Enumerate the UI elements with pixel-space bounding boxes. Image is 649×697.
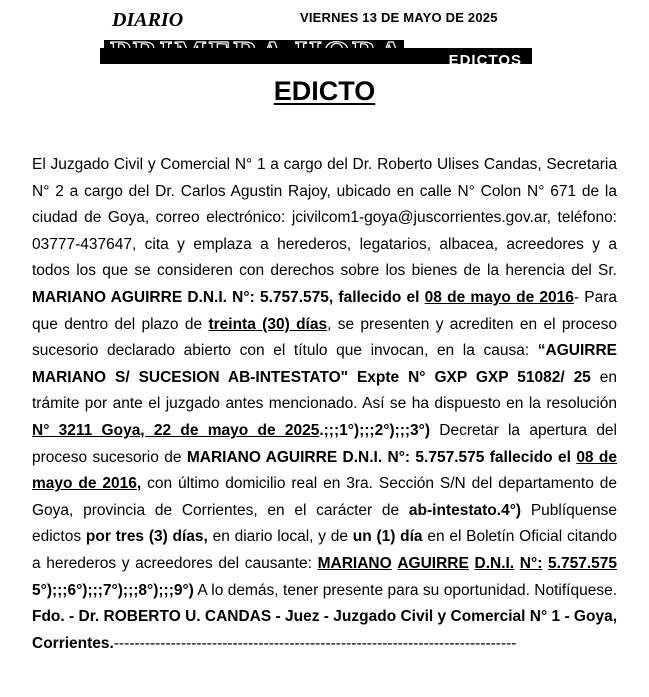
resolution-ref: N° 3211 Goya, 22 de mayo de 2025 xyxy=(32,421,320,439)
clause-marks: 5°);;;6°);;;7°);;;8°);;;9°) xyxy=(32,581,194,599)
dash-filler: ------------------------------------------------------------------------------ xyxy=(113,634,517,652)
issue-date: VIERNES 13 DE MAYO DE 2025 xyxy=(300,10,498,25)
document-title xyxy=(0,76,649,107)
text-run: en diario local, y de xyxy=(212,528,348,546)
edict-body xyxy=(32,152,617,657)
dni-number: 5.757.575 xyxy=(548,554,617,572)
text-run: , se presenten y acrediten en el proceso sucesorio declarado abierto con el título que invocan, en la causa: xyxy=(32,315,617,360)
deadline: treinta (30) días xyxy=(208,315,328,333)
text-run: Publíquense edictos xyxy=(32,501,617,546)
deceased-name: MARIANO AGUIRRE D.N.I. N°: 5.757.575 fallecido el xyxy=(186,448,571,466)
deceased-last-name: AGUIRRE xyxy=(397,554,469,572)
signature-line: Fdo. - Dr. ROBERTO U. CANDAS - Juez - Juzgado Civil y Comercial N° 1 - Goya, Corrientes. xyxy=(32,608,617,652)
newspaper-masthead xyxy=(100,10,532,64)
ab-intestato: ab-intestato xyxy=(408,501,497,519)
section-label: EDICTOS xyxy=(448,52,522,64)
death-date: 08 de mayo de 2016 xyxy=(32,448,618,493)
text-run: A lo demás, tener presente para su oportunidad. Notifíquese. xyxy=(197,581,618,599)
publication-days: por tres (3) días, xyxy=(85,528,208,546)
deceased-name: MARIANO AGUIRRE D.N.I. N°: 5.757.575, fallecido el xyxy=(32,288,420,306)
comma: , xyxy=(136,475,142,493)
title-text: EDICTO xyxy=(273,76,376,106)
text-run: en el Boletín Oficial citando a herederos y acreedores del causante: xyxy=(32,528,617,572)
death-date: 08 de mayo de 2016 xyxy=(424,288,574,306)
text-run: Decretar la apertura del proceso sucesorio de xyxy=(32,421,617,466)
deceased-first-name: MARIANO xyxy=(317,554,392,572)
text-run: en trámite por ante el juzgado antes mencionado. Así se ha dispuesto en la resolución xyxy=(32,368,617,413)
clause-marks: .4°) xyxy=(496,501,522,519)
dni-label: D.N.I. xyxy=(474,554,515,572)
number-label: N°: xyxy=(519,554,543,572)
text-run: con último domicilio real en 3ra. Sección S/N del departamento de Goya, provincia de Corrientes, en el carácter de xyxy=(32,475,617,519)
text-run: - Para que dentro del plazo de xyxy=(32,288,618,333)
official-bulletin-days: un (1) día xyxy=(352,528,423,546)
text-run: El Juzgado Civil y Comercial N° 1 a cargo del Dr. Roberto Ulises Candas, Secretaria N° 2 a cargo del Dr. Carlos Agustin Rajoy, ubicado en calle N° Colon N° 671 de la ciudad de Goya, correo electrónico: jcivilcom1-goya@juscorrientes.gov.ar, teléfono: 03777-437647, cita y emplaza a herederos, legatarios, albacea, acreedores y a todos los que se consideren con derechos sobre los bienes de la herencia del Sr. xyxy=(32,156,617,280)
edict-paragraph xyxy=(32,152,617,657)
clause-marks: .;;;1°);;;2°);;;3°) xyxy=(319,421,431,439)
case-title: “AGUIRRE MARIANO S/ SUCESION AB-INTESTATO" Expte N° GXP GXP 51082/ 25 xyxy=(32,342,617,386)
logo-top-text: DIARIO xyxy=(112,12,184,31)
